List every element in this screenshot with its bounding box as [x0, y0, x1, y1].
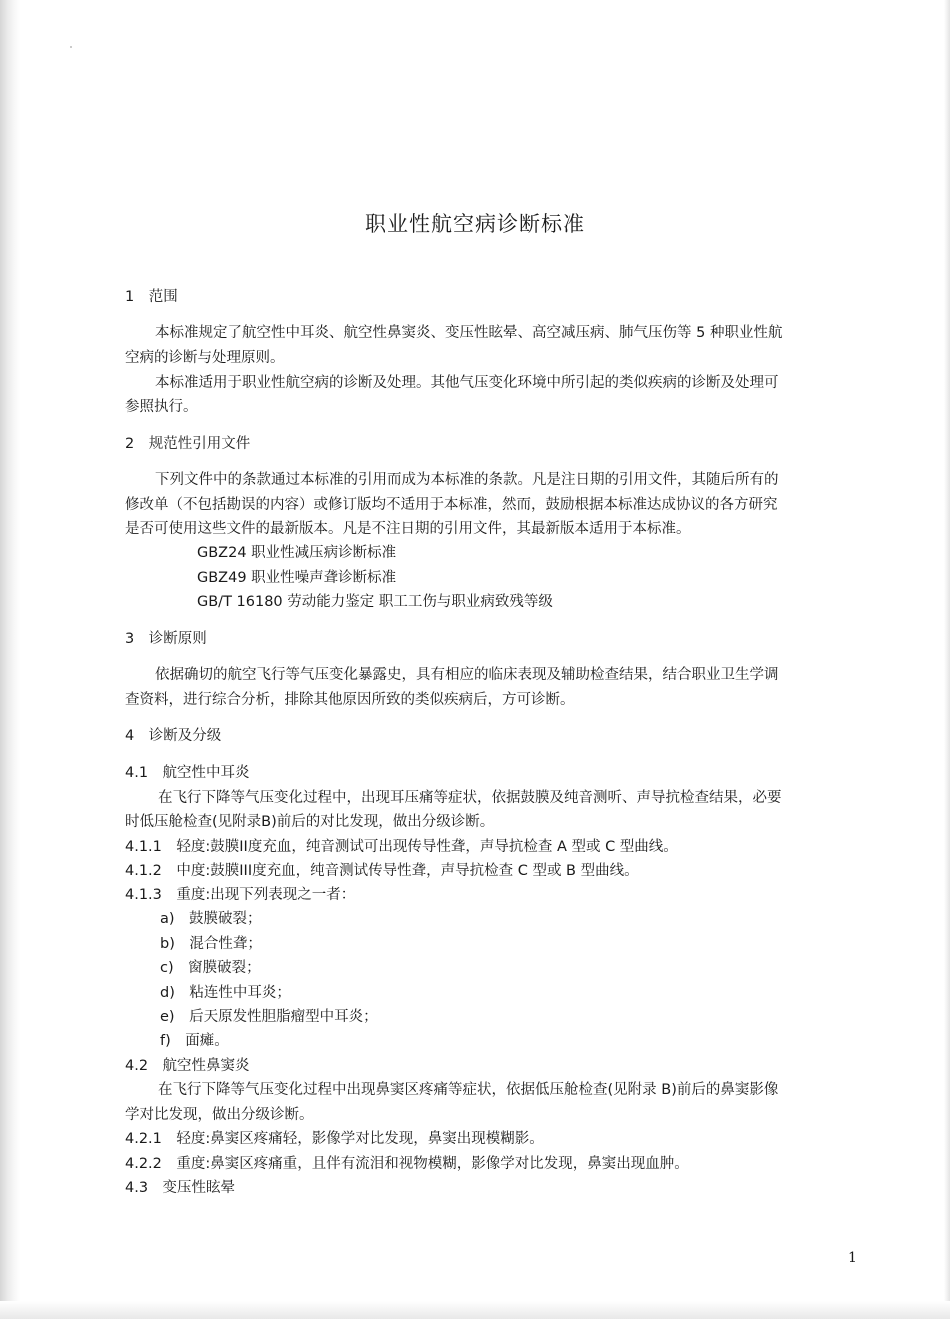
section-2-paragraph-line-3: 是否可使用这些文件的最新版本。凡是不注日期的引用文件，其最新版本适用于本标准。 — [125, 521, 691, 537]
list-item-e: e) 后天原发性胆脂瘤型中耳炎； — [160, 1009, 378, 1025]
section-2-paragraph-line-2: 修改单（不包括勘误的内容）或修订版均不适用于本标准，然而，鼓励根据本标准达成协议的各方研究 — [125, 497, 778, 513]
list-item-b: b) 混合性聋； — [160, 936, 262, 952]
section-1-paragraph-2-line-1: 本标准适用于职业性航空病的诊断及处理。其他气压变化环境中所引起的类似疾病的诊断及处理可 — [155, 375, 779, 391]
section-1-paragraph-1-line-2: 空病的诊断与处理原则。 — [125, 350, 285, 366]
section-3-paragraph-line-1: 依据确切的航空飞行等气压变化暴露史，具有相应的临床表现及辅助检查结果，结合职业卫生学调 — [155, 667, 779, 683]
normative-reference-gbz24: GBZ24 职业性减压病诊断标准 — [197, 545, 397, 561]
subsection-4-1-paragraph-line-2: 时低压舱检查(见附录B)前后的对比发现，做出分级诊断。 — [125, 814, 495, 830]
list-item-d: d) 粘连性中耳炎； — [160, 985, 291, 1001]
subsection-4-3-heading: 4.3 变压性眩晕 — [125, 1180, 236, 1196]
subsection-4-2-heading: 4.2 航空性鼻窦炎 — [125, 1058, 250, 1074]
section-3-heading: 3 诊断原则 — [125, 631, 207, 647]
list-item-c: c) 窗膜破裂； — [160, 960, 261, 976]
list-item-f: f) 面瘫。 — [160, 1033, 229, 1049]
scan-left-edge-shadow — [0, 0, 20, 1319]
clause-4-2-1: 4.2.1 轻度:鼻窦区疼痛轻，影像学对比发现，鼻窦出现模糊影。 — [125, 1131, 544, 1147]
normative-reference-gbt16180: GB/T 16180 劳动能力鉴定 职工工伤与职业病致残等级 — [197, 594, 553, 610]
normative-reference-gbz49: GBZ49 职业性噪声聋诊断标准 — [197, 570, 397, 586]
clause-4-1-2: 4.1.2 中度:鼓膜III度充血，纯音测试传导性聋，声导抗检查 C 型或 B 型曲线。 — [125, 863, 639, 879]
list-item-a: a) 鼓膜破裂； — [160, 911, 262, 927]
scan-speck — [70, 46, 72, 48]
clause-4-2-2: 4.2.2 重度:鼻窦区疼痛重，且伴有流泪和视物模糊，影像学对比发现，鼻窦出现血肿。 — [125, 1156, 689, 1172]
subsection-4-1-heading: 4.1 航空性中耳炎 — [125, 765, 250, 781]
document-title: 职业性航空病诊断标准 — [365, 212, 585, 236]
section-3-paragraph-line-2: 查资料，进行综合分析，排除其他原因所致的类似疾病后，方可诊断。 — [125, 692, 575, 708]
scan-bottom-edge-shadow — [0, 1301, 950, 1319]
clause-4-1-3: 4.1.3 重度:出现下列表现之一者： — [125, 887, 356, 903]
section-1-paragraph-1-line-1: 本标准规定了航空性中耳炎、航空性鼻窦炎、变压性眩晕、高空减压病、肺气压伤等 5 种职业性航 — [155, 325, 783, 341]
section-4-heading: 4 诊断及分级 — [125, 728, 222, 744]
section-1-paragraph-2-line-2: 参照执行。 — [125, 399, 198, 415]
section-2-heading: 2 规范性引用文件 — [125, 436, 251, 452]
section-1-heading: 1 范围 — [125, 289, 178, 305]
clause-4-1-1: 4.1.1 轻度:鼓膜II度充血，纯音测试可出现传导性聋，声导抗检查 A 型或 C 型曲线。 — [125, 839, 678, 855]
page-number: 1 — [848, 1250, 857, 1266]
subsection-4-1-paragraph-line-1: 在飞行下降等气压变化过程中，出现耳压痛等症状，依据鼓膜及纯音测听、声导抗检查结果，必要 — [158, 790, 782, 806]
subsection-4-2-paragraph-line-1: 在飞行下降等气压变化过程中出现鼻窦区疼痛等症状，依据低压舱检查(见附录 B)前后的鼻窦影像 — [158, 1082, 779, 1098]
subsection-4-2-paragraph-line-2: 学对比发现，做出分级诊断。 — [125, 1107, 314, 1123]
section-2-paragraph-line-1: 下列文件中的条款通过本标准的引用而成为本标准的条款。凡是注日期的引用文件，其随后所有的 — [155, 472, 779, 488]
scan-right-edge-shadow — [944, 0, 950, 1319]
